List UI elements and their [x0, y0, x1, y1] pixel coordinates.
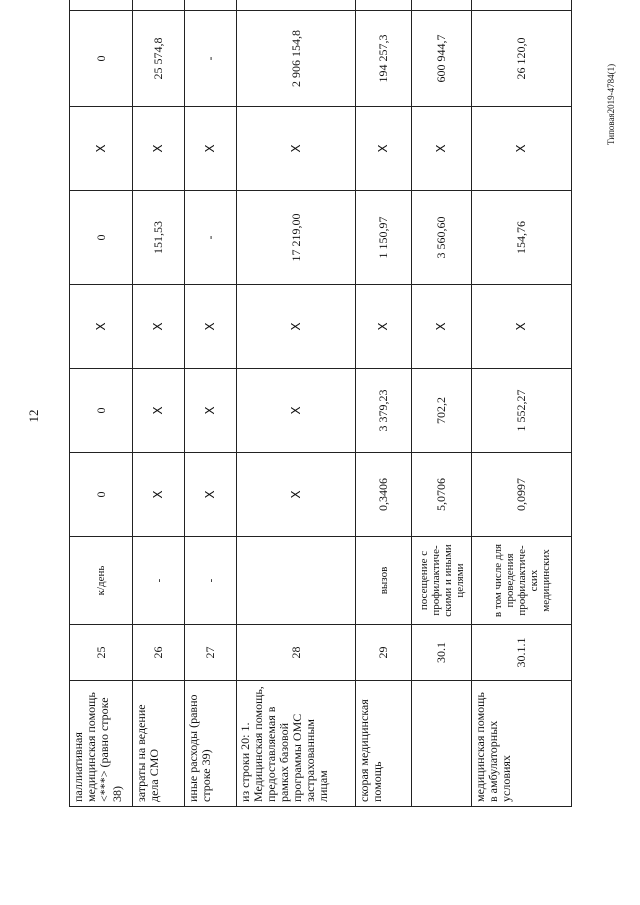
cell-unit: к/день: [70, 537, 133, 625]
page-number: 12: [26, 409, 41, 423]
cell-line: 26: [133, 625, 185, 681]
cell-pc_sub: X: [70, 285, 133, 369]
table-row: [237, 0, 356, 807]
table-row: [356, 0, 412, 807]
cell-unit: -: [185, 537, 237, 625]
cell-volume: X: [237, 453, 356, 537]
cell-sum_sub: X: [133, 107, 185, 191]
cell-cost: X: [237, 369, 356, 453]
cell-name: скорая медицинская помощь: [356, 681, 412, 807]
table-row: [70, 0, 133, 807]
cell-percent: [185, 0, 237, 11]
cell-sum_oms: 0: [70, 11, 133, 107]
financing-table: [69, 0, 572, 807]
cell-cost: 0: [70, 369, 133, 453]
cell-sum_sub: X: [472, 107, 572, 191]
cell-pc_sub: X: [472, 285, 572, 369]
table-row: [133, 0, 185, 807]
cell-line: 29: [356, 625, 412, 681]
cell-percent: [356, 0, 412, 11]
cell-sum_oms: 26 120,0: [472, 11, 572, 107]
cell-pc_sub: X: [185, 285, 237, 369]
cell-pc_oms: -: [185, 191, 237, 285]
cell-line: 30.1: [412, 625, 472, 681]
cell-cost: 1 552,27: [472, 369, 572, 453]
cell-unit: в том числе для проведения профилактиче-ских медицинских: [472, 537, 572, 625]
table-row: [472, 0, 572, 807]
cell-pc_oms: 1 150,97: [356, 191, 412, 285]
cell-unit: вызов: [356, 537, 412, 625]
cell-line: 25: [70, 625, 133, 681]
cell-percent: [412, 0, 472, 11]
cell-volume: 0,3406: [356, 453, 412, 537]
cell-percent: [133, 0, 185, 11]
cell-sum_sub: X: [356, 107, 412, 191]
cell-pc_oms: 0: [70, 191, 133, 285]
cell-sum_sub: X: [185, 107, 237, 191]
cell-pc_sub: X: [412, 285, 472, 369]
table-row: [412, 0, 472, 807]
cell-unit: -: [133, 537, 185, 625]
cell-sum_oms: 2 906 154,8: [237, 11, 356, 107]
cell-pc_sub: X: [133, 285, 185, 369]
cell-cost: 3 379,23: [356, 369, 412, 453]
cell-line: 30.1.1: [472, 625, 572, 681]
cell-sum_oms: -: [185, 11, 237, 107]
cell-cost: X: [133, 369, 185, 453]
cell-volume: 0,0997: [472, 453, 572, 537]
cell-line: 27: [185, 625, 237, 681]
cell-sum_oms: 600 944,7: [412, 11, 472, 107]
cell-volume: X: [185, 453, 237, 537]
cell-name: иные расходы (равно строке 39): [185, 681, 237, 807]
cell-name: затраты на ведение дела СМО: [133, 681, 185, 807]
cell-percent: [237, 0, 356, 11]
cell-sum_oms: 25 574,8: [133, 11, 185, 107]
cell-name: паллиативная медицинская помощь <***> (равно строке 38): [70, 681, 133, 807]
cell-line: 28: [237, 625, 356, 681]
cell-sum_sub: X: [237, 107, 356, 191]
cell-name: [412, 681, 472, 807]
cell-pc_sub: X: [356, 285, 412, 369]
cell-pc_oms: 3 560,60: [412, 191, 472, 285]
table-row: [185, 0, 237, 807]
cell-volume: 5,0706: [412, 453, 472, 537]
cell-unit: [237, 537, 356, 625]
cell-pc_sub: X: [237, 285, 356, 369]
cell-volume: X: [133, 453, 185, 537]
cell-sum_sub: X: [412, 107, 472, 191]
cell-pc_oms: 17 219,00: [237, 191, 356, 285]
cell-unit: посещение с профилактиче-скими и иными целями: [412, 537, 472, 625]
cell-pc_oms: 154,76: [472, 191, 572, 285]
cell-pc_oms: 151,53: [133, 191, 185, 285]
document-code: Типовая2019-4784(1): [606, 63, 616, 145]
cell-volume: 0: [70, 453, 133, 537]
cell-cost: X: [185, 369, 237, 453]
cell-percent: [472, 0, 572, 11]
cell-name: медицинская помощь в амбулаторных условиях: [472, 681, 572, 807]
cell-percent: [70, 0, 133, 11]
cell-name: из строки 20: 1. Медицинская помощь, предоставляемая в рамках базовой программы ОМС застрахованным лицам: [237, 681, 356, 807]
cell-sum_oms: 194 257,3: [356, 11, 412, 107]
cell-cost: 702,2: [412, 369, 472, 453]
cell-sum_sub: X: [70, 107, 133, 191]
